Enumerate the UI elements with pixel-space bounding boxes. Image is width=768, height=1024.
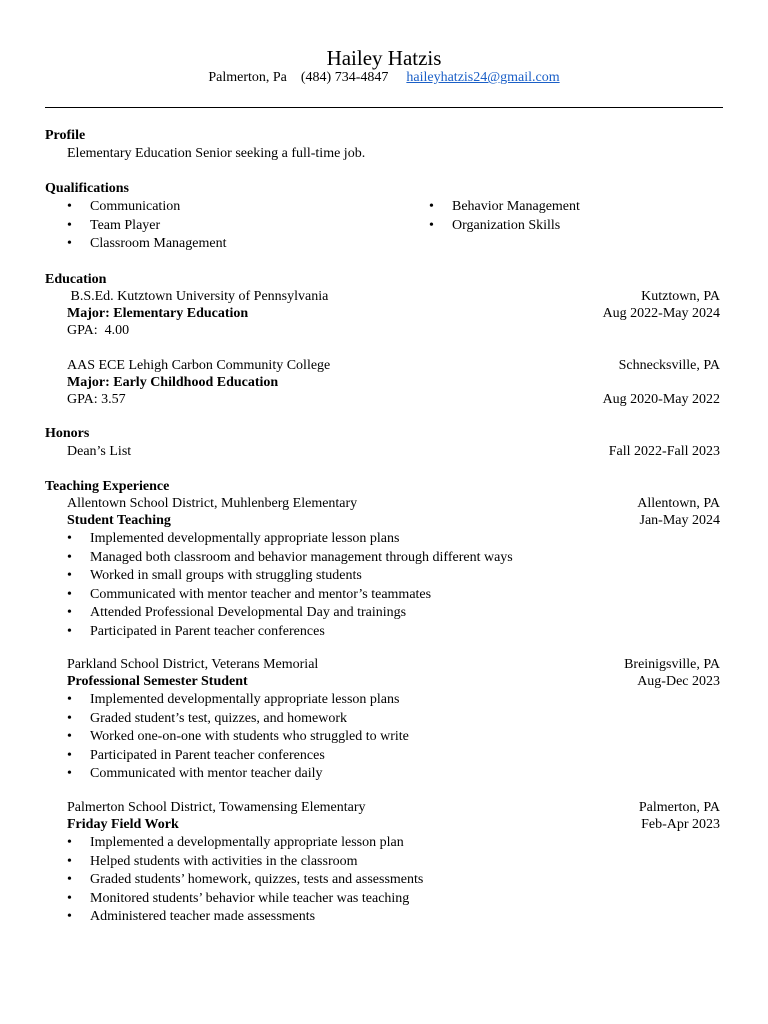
- job-role: Friday Field Work: [67, 817, 179, 832]
- list-item: • Managed both classroom and behavior management through different ways: [67, 549, 667, 568]
- list-item: • Helped students with activities in the classroom: [67, 853, 667, 872]
- job-dates: Aug-Dec 2023: [637, 674, 720, 689]
- section-title-education: Education: [45, 272, 107, 287]
- education-row: [67, 305, 720, 323]
- list-item: • Team Player: [67, 217, 397, 236]
- education-major: Major: Early Childhood Education: [67, 375, 279, 390]
- job-location: Allentown, PA: [637, 496, 720, 511]
- section-title-experience: Teaching Experience: [45, 479, 170, 494]
- education-gpa: GPA: 3.57: [67, 392, 126, 407]
- education-row: [67, 322, 720, 340]
- education-location: Kutztown, PA: [641, 289, 720, 304]
- section-title-qualifications: Qualifications: [45, 181, 130, 196]
- list-item: • Administered teacher made assessments: [67, 908, 667, 927]
- honors-dates: Fall 2022-Fall 2023: [608, 444, 720, 459]
- job-dates: Jan-May 2024: [639, 513, 720, 528]
- list-item: • Communicated with mentor teacher and mentor’s teammates: [67, 586, 667, 605]
- contact-email-link[interactable]: haileyhatzis24@gmail.com: [406, 70, 560, 85]
- job-dates: Feb-Apr 2023: [641, 817, 720, 832]
- list-item: • Organization Skills: [429, 217, 719, 236]
- job-role-row: [67, 816, 720, 834]
- education-dates: Aug 2020-May 2022: [602, 392, 720, 407]
- list-item: • Implemented developmentally appropriate lesson plans: [67, 691, 667, 710]
- job-org-row: [67, 495, 720, 513]
- education-school: B.S.Ed. Kutztown University of Pennsylvania: [67, 289, 329, 304]
- list-item: • Communicated with mentor teacher daily: [67, 765, 667, 784]
- job-bullets: [67, 530, 667, 641]
- job-role-row: [67, 673, 720, 691]
- job-org-row: [67, 799, 720, 817]
- resume-name: Hailey Hatzis: [326, 46, 442, 70]
- job-role: Student Teaching: [67, 513, 171, 528]
- list-item: • Monitored students’ behavior while teacher was teaching: [67, 890, 667, 909]
- list-item: • Graded student’s test, quizzes, and homework: [67, 710, 667, 729]
- list-item: • Classroom Management: [67, 235, 397, 254]
- job-bullets: [67, 834, 667, 927]
- list-item: • Worked in small groups with struggling students: [67, 567, 667, 586]
- job-role-row: [67, 512, 720, 530]
- education-row: [67, 374, 720, 392]
- job-org: Palmerton School District, Towamensing Elementary: [67, 800, 366, 815]
- education-school: AAS ECE Lehigh Carbon Community College: [67, 358, 331, 373]
- honors-item: Dean’s List: [67, 444, 132, 459]
- list-item: • Participated in Parent teacher conferences: [67, 747, 667, 766]
- contact-location: Palmerton, Pa: [208, 70, 287, 85]
- education-gpa: GPA: 4.00: [67, 323, 130, 338]
- job-org-row: [67, 656, 720, 674]
- section-title-profile: Profile: [45, 128, 86, 143]
- education-row: [67, 391, 720, 409]
- list-item: • Attended Professional Developmental Day and trainings: [67, 604, 667, 623]
- list-item: • Communication: [67, 198, 397, 217]
- education-location: Schnecksville, PA: [618, 358, 720, 373]
- list-item: • Worked one-on-one with students who struggled to write: [67, 728, 667, 747]
- list-item: • Behavior Management: [429, 198, 719, 217]
- list-item: • Graded students’ homework, quizzes, tests and assessments: [67, 871, 667, 890]
- job-org: Allentown School District, Muhlenberg Elementary: [67, 496, 358, 511]
- contact-phone: (484) 734-4847: [300, 70, 389, 85]
- header-divider: [45, 107, 723, 108]
- job-org: Parkland School District, Veterans Memorial: [67, 657, 319, 672]
- job-bullets: [67, 691, 667, 784]
- qualifications-list-left: [67, 198, 397, 254]
- honors-row: [67, 443, 720, 461]
- education-row: [67, 288, 720, 306]
- profile-text: Elementary Education Senior seeking a full-time job.: [67, 146, 366, 161]
- job-location: Palmerton, PA: [638, 800, 720, 815]
- education-major: Major: Elementary Education: [67, 306, 249, 321]
- contact-line: [0, 69, 768, 87]
- job-location: Breinigsville, PA: [624, 657, 720, 672]
- qualifications-list-right: [429, 198, 719, 235]
- job-role: Professional Semester Student: [67, 674, 248, 689]
- section-title-honors: Honors: [45, 426, 90, 441]
- education-row: [67, 357, 720, 375]
- list-item: • Implemented developmentally appropriate lesson plans: [67, 530, 667, 549]
- list-item: • Implemented a developmentally appropriate lesson plan: [67, 834, 667, 853]
- list-item: • Participated in Parent teacher conferences: [67, 623, 667, 642]
- education-dates: Aug 2022-May 2024: [602, 306, 720, 321]
